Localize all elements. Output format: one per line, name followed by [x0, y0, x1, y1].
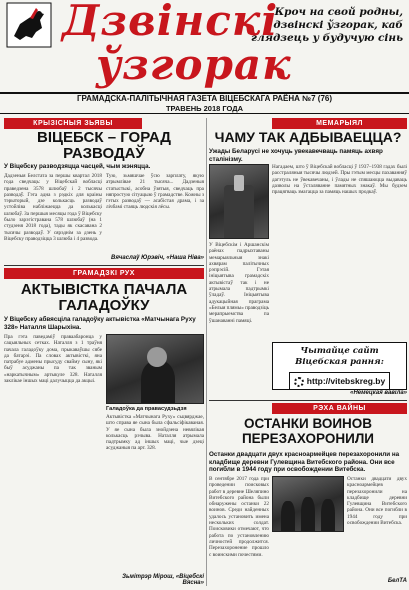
headline-vitebsk: ВІЦЕБСК – ГОРАД РАЗВОДАЎ: [37, 129, 171, 162]
byline-vitebsk: Вячаслаў Юрэвіч, «Наша Ніва»: [111, 255, 204, 261]
lead-ostanki: Останки двадцати двух красноармейцев перезахоронили на кладбище деревни Гулевщина Витебского района. Они все погибли в 1944 году при освобождении Витебска.: [209, 451, 400, 473]
web-icon: [294, 377, 304, 387]
masthead-motto: Кроч на свой родны, дзвінскі ўзгорак, каб глядзець у будучую сінь: [251, 6, 403, 44]
photo-memorial: [209, 164, 269, 239]
subtitle-line1: ГРАМАДСКА-ПАЛІТЫЧНАЯ ГАЗЕТА ВІЦЕБСКАГА РАЁНА №7 (76): [77, 94, 332, 103]
subtitle-bar: [0, 92, 409, 114]
headline-chamu: ЧАМУ ТАК АДБЫВАЕЦЦА?: [214, 129, 402, 145]
pahonia-logo-icon: [6, 2, 52, 48]
rubric-vitebsk: КРЫЗІСНЫЯ ЗЬЯВЫ: [4, 118, 142, 129]
body-aktyvistka-col2: Актывістка «Матчынага Руху» сьцвярджае, што справа яе сына была сфальсіфікаваная. У яе сына была знойдзена невялікая колькасць рэчыва. Наталля атрымала падтрымку ад іншых маці, чые дзеці асуджаныя па арт. 328.: [106, 414, 204, 452]
body-vitebsk-col1: Дадзеныя Белстата за першы квартал 2018 года сведчаць: у Віцебскай вобласці праведзена 3578 шлюбаў і 2 тысячы разводаў. Гэта адна з рэдкіх для краіны тэрыторый, дзе колькасць разводаў устойліва набліжаецца да колькасці шлюбаў. За першыя месяцы года ў Віцебску было зарэгістравана 578 шлюбаў (на 1 студзеня 2018 года), тады як скасавана 2 тысячы разводаў. У сярэднім за дзень у Віцебску праводзіцца 3 шлюба і 4 развода.: [4, 173, 102, 242]
masthead: [0, 0, 409, 95]
body-ostanki-col2: Останки двадцати двух красноармейцев перезахоронили на кладбище деревни Гулевщина Витебского района. Они все погибли в 1944 году при освобождении Витебска.: [347, 476, 407, 527]
rubric-aktyvistka: ГРАМАДЗКІ РУХ: [4, 268, 204, 279]
masthead-title-line1: Дзвінскі: [62, 0, 279, 45]
lead-chamu: Ужады Беларусі не хочуць увекавечваць памяць ахвяр сталінізму.: [209, 148, 383, 163]
subscribe-link[interactable]: [289, 372, 390, 390]
subscribe-box: [272, 342, 407, 390]
divider: [4, 265, 204, 266]
divider: [209, 400, 407, 401]
body-vitebsk-col2: Тую, зьмяшчае ўсю зарплату, якую атрымлівае 21 тысяча... Дадзеныя статыстыкі, асобна ўзятыя, сведчаць пра няпростую сітуацыю ў грамадстве. Кожны з гэтых разводаў — асабістая драма, і за лічбамі стаяць людскія лёсы.: [106, 173, 204, 211]
body-aktyvistka-col1: Пра гэта паведаміў праваабаронца у сацыяльных сетках. Наталля з 1 траўня пачала галадоўку дома, прыкаваўшы сябе да батарэі. Па словах актывісткі, яна патрабуе адмены прысуду свайму сыну, які быў асуджаны па так званым «наркатычным» артыкуле 328. Наталля заклікае іншых маці далучыцца да акцыі.: [4, 334, 102, 385]
photo-reburial: [272, 476, 344, 532]
rubric-chamu: МЕМАРЫЯЛ: [272, 118, 407, 129]
body-chamu-col1: У Віцебскім і Аршанскім раёнах падрыхтаваны мемарыяльныя знакі ахвярам палітычных рэпрэсій. Гэтая ініцыятыва грамадскіх актывістаў так і не атрымала падтрымкі ўладаў. Ініцыятыва адукацыйная праграма «Белыя плямы» праводзіць мерапрыемства па ўшанаванні памяці.: [209, 242, 269, 324]
byline-aktyvistka: Зьмітрэр Мірош, «Віцебскі Вясна»: [122, 574, 204, 586]
subscribe-url: http://vitebskreg.by: [306, 376, 386, 386]
photo-activist: [106, 334, 204, 404]
body-ostanki-col1: В сентябре 2017 года при проведении поисковых работ в деревне Шеляпино Витебского района были обнаружены останки 22 воинов. Среди найденных удалось установить имена нескольких солдат. Поисковики отмечают, что работа по установлению личностей продолжится. Перезахоронение прошло с воинскими почестями.: [209, 476, 269, 558]
lead-vitebsk: У Віцебску разводзяцца часцей, чым жэняцца.: [4, 163, 151, 170]
headline-aktyvistka: АКТЫВІСТКА ПАЧАЛА ГАЛАДОЎКУ: [20, 281, 188, 314]
byline-ostanki: БелТА: [387, 578, 407, 584]
byline-chamu: «Немецкая вавіла»: [350, 390, 407, 396]
headline-ostanki: ОСТАНКИ ВОИНОВ ПЕРЕЗАХОРОНИЛИ: [241, 416, 375, 446]
subtitle-line2: ТРАВЕНЬ 2018 ГОДА: [165, 104, 244, 113]
column-rule: [206, 118, 207, 586]
masthead-title-line2: ўзгорак: [96, 40, 292, 89]
subhead-aktyvistka: Галадоўка да правасудзьдзя: [106, 406, 187, 412]
lead-aktyvistka: У Віцебску абвясціла галадоўку актывістка «Матчынага Руху 328» Наталля Шарыхіна.: [4, 316, 196, 331]
body-chamu-col2: Нагадаем, што ў Віцебскай вобласці ў 1937–1938 гадах былі расстраляныя тысячы людзей. Пры гэтым месцы пахаванняў дагэтуль не ўвекавечаны, і ўлады не спяшаюцца выдаваць дазволы на ўсталяванне памятных знакаў. Мы будзем працягваць змагацца за памяць нашых продкаў.: [272, 164, 407, 196]
subscribe-text: Чытайце сайт Віцебская рання:: [295, 346, 384, 367]
rubric-ostanki: РЭХА ВАЙНЫ: [272, 403, 407, 414]
